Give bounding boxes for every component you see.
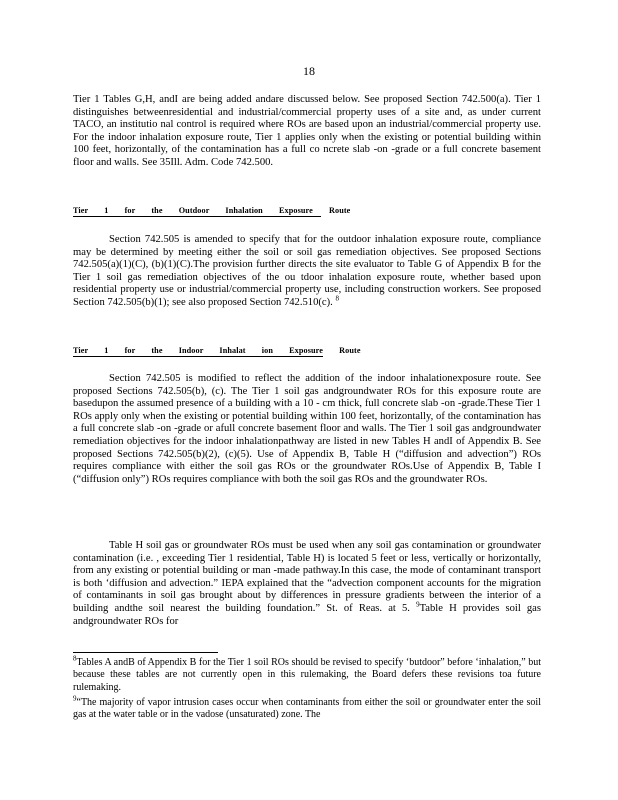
footnote-8-text: Tables A andB of Appendix B for the Tier 1 soil ROs should be revised to specify ‘butdoor” before ‘inhalation,” but because these tables are not currently open in this rulemaking, the Board defers these revisions toa future rulemaking. [73, 657, 541, 693]
heading-indoor-inhalation: Tier 1 for the Indoor Inhalat ion Exposure Route [73, 346, 361, 355]
paragraph-table-h [73, 540, 541, 628]
footnote-9-mark: 9 [73, 694, 77, 703]
paragraph-tier1-tables: Tier 1 Tables G,H, andI are being added andare discussed below. See proposed Section 742.500(a). Tier 1 distinguishes betweenresidential and industrial/commercial property uses of a site and, as under current TACO, an institutio nal control is required where ROs are based upon an industrial/commercial property use. For the indoor inhalation exposure route, Tier 1 applies only when the existing or potential building within 100 feet, horizontally, of the contamination has a full co ncrete slab -on -grade or a full concrete basement floor and walls. See 35Ill. Adm. Code 742.500. [73, 94, 541, 168]
page-number: 18 [303, 64, 315, 78]
footnote-divider [73, 652, 218, 653]
paragraph-table-h-text-b: Table H provides soil gas andgroundwater ROs for [73, 602, 542, 627]
paragraph-indoor-inhalation: Section 742.505 is modified to reflect the addition of the indoor inhalationexposure route. See proposed Sections 742.505(b), (c). The Tier 1 soil gas andgroundwater ROs for this exposure route are basedupon the assumed presence of a building with a 10 - cm thick, full concrete slab -on -grade.These Tier 1 ROs apply only when the existing or potential building within 100 feet, horizontally, of the contamination has a full concrete slab -on -grade or afull concrete basement floor and walls. The Tier 1 soil gas andgroundwater remediation objectives for the indoor inhalationpathway are listed in new Tables H andI of Appendix B. See proposed Sections 742.505(b)(2), (c)(5). Use of Appendix B, Table H (“diffusion and advection”) ROs requires compliance with either the soil gas ROs or the groundwater ROs.Use of Appendix B, Table I (“diffusion only”) ROs requires compliance with both the soil gas ROs and the groundwater ROs. [73, 373, 541, 485]
heading-outdoor-inhalation: Tier 1 for the Outdoor Inhalation Exposure Route [73, 206, 351, 215]
footnote-ref-9: 9 [416, 600, 420, 609]
paragraph-outdoor-inhalation [73, 234, 541, 310]
footnote-9 [73, 694, 541, 722]
footnote-8-mark: 8 [73, 654, 77, 663]
footnote-9-text: “The majority of vapor intrusion cases occur when contaminants from either the soil or groundwater enter the soil gas at the water table or in the vadose (unsaturated) zone. The [73, 697, 541, 721]
footnote-8 [73, 654, 541, 694]
footnote-ref-8: 8 [335, 294, 339, 303]
paragraph-outdoor-text: Section 742.505 is amended to specify that for the outdoor inhalation exposure route, compliance may be determined by meeting either the soil or soil gas remediation objectives. See proposed Sections 742.505(a)(1)(C), (b)(1)(C).The provision further directs the site evaluator to Table G of Appendix B for the Tier 1 soil gas remediation objectives of the ou tdoor inhalation exposure route, whether based upon residential property use or industrial/commercial property use, including construction workers. See proposed Section 742.505(b)(1); see also proposed Section 742.510(c). [73, 234, 541, 308]
paragraph-table-h-text-a: Table H soil gas or groundwater ROs must be used when any soil gas contamination or groundwater contamination (i.e. , exceeding Tier 1 residential, Table H) is located 5 feet or less, vertically or horizontally, from any existing or potential building or man -made pathway.In this case, the mode of contaminant transport is both ‘diffusion and advection.” IEPA explained that the “advection component accounts for the migration of contaminants in soil gas brought about by differences in pressure gradients between the interior of a building andthe soil nearest the building foundation.” St. of Reas. at 5. [73, 540, 541, 614]
